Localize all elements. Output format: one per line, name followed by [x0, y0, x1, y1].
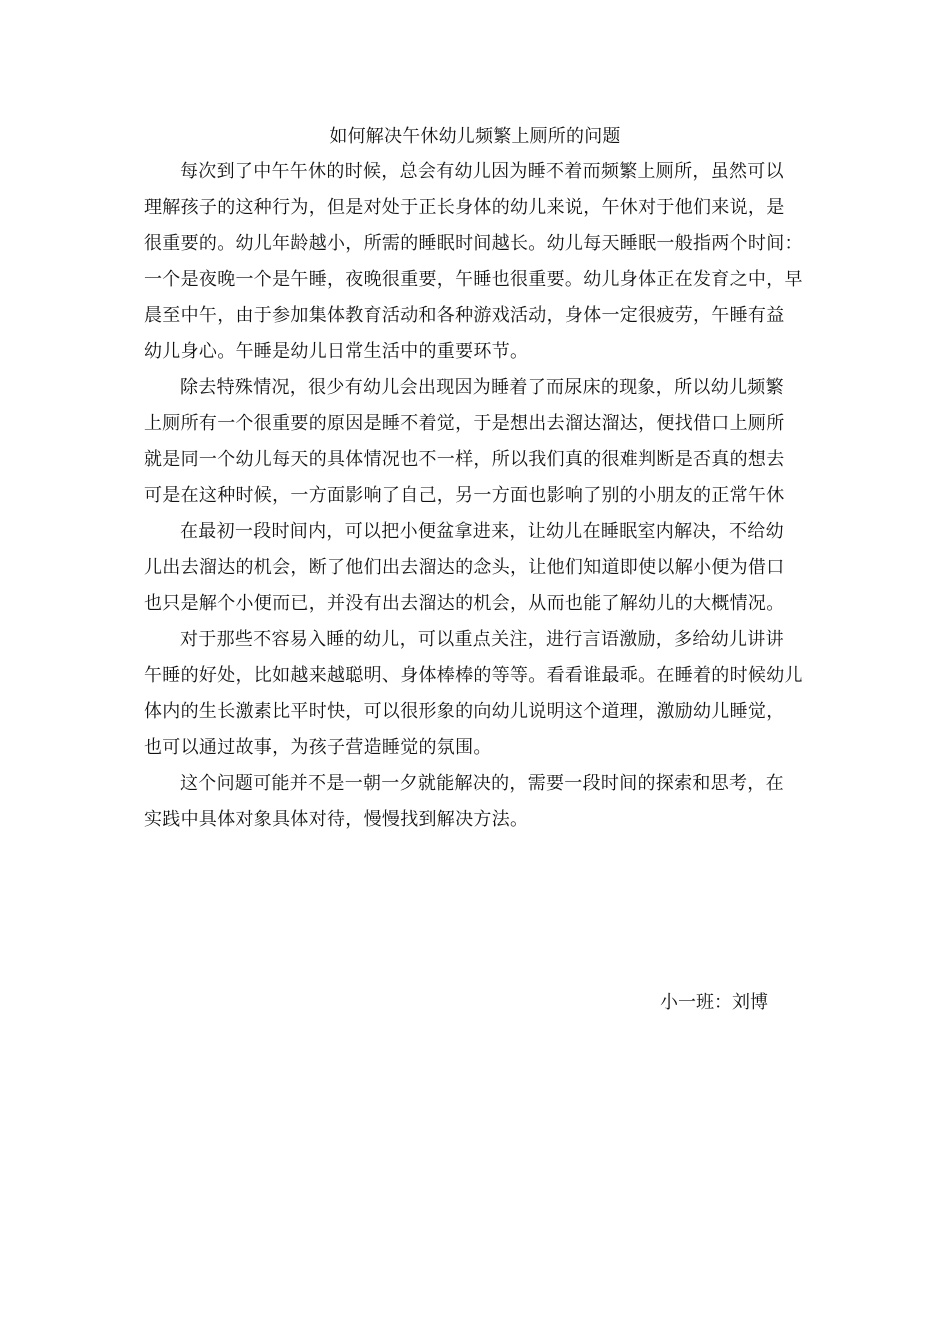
document-body: [144, 154, 812, 838]
paragraph-5: [144, 766, 812, 838]
author-signature: 小一班：刘博: [660, 992, 768, 1013]
paragraph-line: 儿出去溜达的机会，断了他们出去溜达的念头，让他们知道即使以解小便为借口: [144, 557, 785, 578]
paragraph-line: 很重要的。幼儿年龄越小，所需的睡眠时间越长。幼儿每天睡眠一般指两个时间：: [144, 233, 803, 254]
paragraph-4: [144, 622, 812, 766]
paragraph-3: [144, 514, 812, 622]
paragraph-line: 每次到了中午午休的时候，总会有幼儿因为睡不着而频繁上厕所，虽然可以: [180, 161, 784, 182]
paragraph-line: 除去特殊情况，很少有幼儿会出现因为睡着了而尿床的现象，所以幼儿频繁: [180, 377, 784, 398]
document-title: 如何解决午休幼儿频繁上厕所的问题: [329, 126, 621, 147]
paragraph-2: [144, 370, 812, 514]
paragraph-line: 就是同一个幼儿每天的具体情况也不一样，所以我们真的很难判断是否真的想去: [144, 449, 785, 470]
paragraph-line: 也只是解个小便而已，并没有出去溜达的机会，从而也能了解幼儿的大概情况。: [144, 593, 785, 614]
paragraph-line: 理解孩子的这种行为，但是对处于正长身体的幼儿来说，午休对于他们来说，是: [144, 197, 785, 218]
paragraph-line: 在最初一段时间内，可以把小便盆拿进来，让幼儿在睡眠室内解决，不给幼: [180, 521, 784, 542]
paragraph-line: 实践中具体对象具体对待，慢慢找到解决方法。: [144, 809, 529, 830]
paragraph-line: 上厕所有一个很重要的原因是睡不着觉，于是想出去溜达溜达，便找借口上厕所: [144, 413, 785, 434]
paragraph-line: 这个问题可能并不是一朝一夕就能解决的，需要一段时间的探索和思考，在: [180, 773, 784, 794]
paragraph-line: 可是在这种时候，一方面影响了自己，另一方面也影响了别的小朋友的正常午休: [144, 485, 785, 506]
paragraph-line: 对于那些不容易入睡的幼儿，可以重点关注，进行言语激励，多给幼儿讲讲: [180, 629, 784, 650]
paragraph-line: 幼儿身心。午睡是幼儿日常生活中的重要环节。: [144, 341, 529, 362]
paragraph-line: 晨至中午，由于参加集体教育活动和各种游戏活动，身体一定很疲劳，午睡有益: [144, 305, 785, 326]
paragraph-line: 一个是夜晚一个是午睡，夜晚很重要，午睡也很重要。幼儿身体正在发育之中，早: [144, 269, 803, 290]
paragraph-line: 午睡的好处，比如越来越聪明、身体棒棒的等等。看看谁最乖。在睡着的时候幼儿: [144, 665, 803, 686]
paragraph-line: 也可以通过故事，为孩子营造睡觉的氛围。: [144, 737, 492, 758]
paragraph-line: 体内的生长激素比平时快，可以很形象的向幼儿说明这个道理，激励幼儿睡觉，: [144, 701, 785, 722]
paragraph-1: [144, 154, 812, 370]
